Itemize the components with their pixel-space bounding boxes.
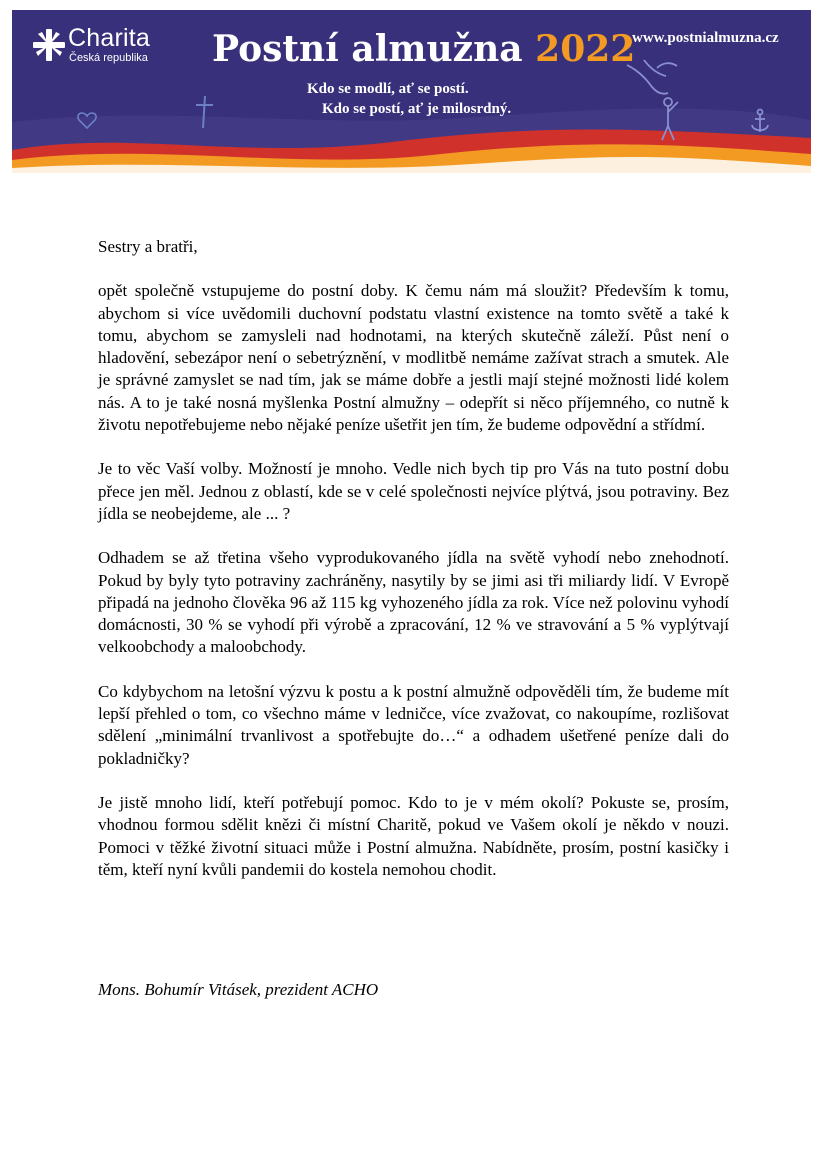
logo-subtitle: Česká republika (69, 52, 148, 64)
logo-name: Charita (68, 24, 150, 52)
paragraph-3: Odhadem se až třetina všeho vyprodukovaného jídla na světě vyhodí nebo znehodnotí. Pokud by byly tyto potraviny zachráněny, nasytily by se jimi asi tři miliardy lidí. V Evropě připadá na jednoho člověka 96 až 115 kg vyhozeného jídla za rok. Více než polovinu vyhodí domácnosti, 30 % se vyhodí při výrobě a zpracování, 12 % ve stravování a 5 % vyplýtvají velkoobchody a maloobchody. (98, 548, 729, 657)
paragraph-5: Je jistě mnoho lidí, kteří potřebují pomoc. Kdo to je v mém okolí? Pokuste se, prosím, vhodnou formou sdělit knězi či místní Charitě, pokud ve Vašem okolí je někdo v nouzi. Pomoci v těžké životní situaci může i Postní almužna. Nabídněte, prosím, postní kasičky i těm, kteří nyní kvůli pandemii do kostela nemohou chodit. (98, 792, 729, 879)
salutation: Sestry a bratři, (98, 237, 198, 256)
charita-cross-logo-icon (32, 28, 66, 62)
signature: Mons. Bohumír Vitásek, prezident ACHO (98, 980, 379, 999)
campaign-title-year: 2022 (535, 28, 636, 70)
motto-line-1: Kdo se modlí, ať se postí. (307, 81, 469, 97)
campaign-title (212, 25, 635, 73)
campaign-title-main: Postní almužna (212, 28, 523, 70)
header-banner (12, 10, 811, 173)
letter-body (98, 236, 729, 903)
motto-line-2: Kdo se postí, ať je milosrdný. (322, 101, 512, 117)
paragraph-1: opět společně vstupujeme do postní doby. K čemu nám má sloužit? Především k tomu, abychom si více uvědomili duchovní podstatu vlastní existence na tomto světě a také k tomu, abychom se zamysleli nad hodnotami, na kterých skutečně záleží. Půst není o hladovění, sebezápor není o sebetrýznění, v modlitbě nemáme zažívat strach a smutek. Ale je správné zamyslet se nad tím, jak se máme dobře a jestli mají stejné možnosti lidé kolem nás. A to je také nosná myšlenka Postní almužny – odepřít si něco příjemného, co nutně k životu nepotřebujeme nebo nějaké peníze ušetřit jen tím, že budeme odpovědní a střídmí. (98, 281, 729, 435)
paragraph-2: Je to věc Vaší volby. Možností je mnoho. Vedle nich bych tip pro Vás na tuto postní dobu přece jen měl. Jednou z oblastí, kde se v celé společnosti nejvíce plýtvá, jsou potraviny. Bez jídla se neobejdeme, ale ... ? (98, 459, 729, 523)
paragraph-4: Co kdybychom na letošní výzvu k postu a k postní almužně odpověděli tím, že budeme mít lepší přehled o tom, co všechno máme v ledničce, více zvažovat, co nakoupíme, rozlišovat sdělení „minimální trvanlivost a spotřebujte do…“ a odhadem ušetřené peníze dali do pokladničky? (98, 681, 729, 768)
website-link[interactable]: www.postnialmuzna.cz (632, 30, 779, 46)
